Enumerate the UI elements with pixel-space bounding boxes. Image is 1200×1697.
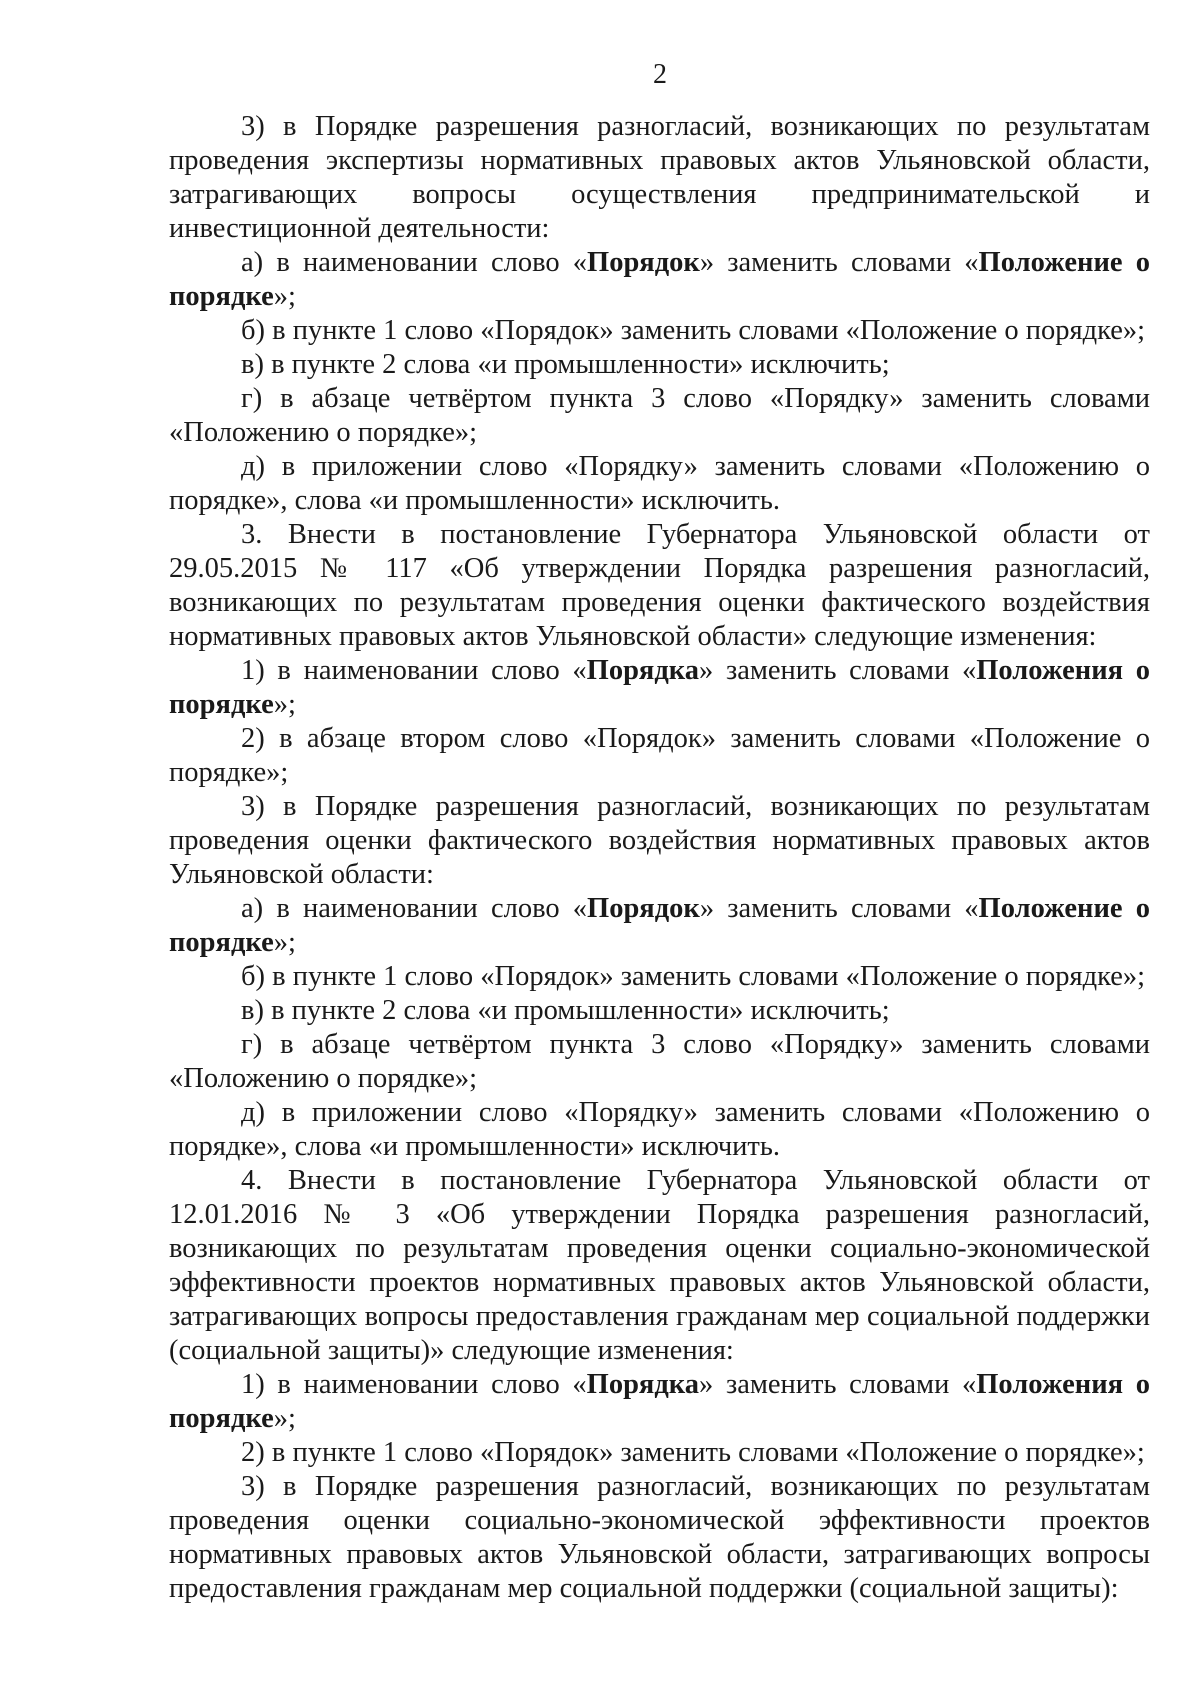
text-segment: »; [273,1403,296,1434]
paragraph [169,348,1150,382]
text-segment: » заменить словами « [699,893,979,924]
text-segment: » заменить словами « [699,1369,977,1400]
paragraph [169,654,1150,722]
text-segment: » заменить словами « [699,655,977,686]
paragraph [169,1436,1150,1470]
text-segment: 3) в Порядке разрешения разногласий, возникающих по результатам проведения экспертизы нормативных правовых актов Ульяновской области, затрагивающих вопросы осуществления предпринимательской и инвестиционной деятельности: [169,111,1150,244]
text-segment: 3) в Порядке разрешения разногласий, возникающих по результатам проведения оценки социально-экономической эффективности проектов нормативных правовых актов Ульяновской области, затрагивающих вопросы предоставления гражданам мер социальной поддержки (социальной защиты): [169,1471,1150,1604]
paragraph [169,1368,1150,1436]
text-segment: 2) в абзаце втором слово «Порядок» заменить словами «Положение о порядке»; [169,723,1150,788]
text-segment: »; [273,927,296,958]
text-segment: а) в наименовании слово « [241,893,588,924]
paragraph [169,960,1150,994]
bold-text-segment: Положение о порядке [169,893,1150,958]
text-segment: б) в пункте 1 слово «Порядок» заменить словами «Положение о порядке»; [241,315,1146,346]
bold-text-segment: Положение о порядке [169,247,1150,312]
paragraph [169,1096,1150,1164]
bold-text-segment: Порядка [586,655,700,686]
text-segment: »; [273,689,296,720]
paragraph [169,1164,1150,1368]
bold-text-segment: Порядок [587,893,700,924]
paragraph [169,246,1150,314]
bold-text-segment: Положения о порядке [169,655,1150,720]
text-segment: » заменить словами « [699,247,979,278]
text-segment: 3. Внести в постановление Губернатора Ульяновской области от 29.05.2015 № 117 «Об утверждении Порядка разрешения разногласий, возникающих по результатам проведения оценки фактического воздействия нормативных правовых актов Ульяновской области» следующие изменения: [169,519,1150,652]
paragraph [169,892,1150,960]
bold-text-segment: Порядка [586,1369,700,1400]
text-segment: б) в пункте 1 слово «Порядок» заменить словами «Положение о порядке»; [241,961,1146,992]
paragraph [169,110,1150,246]
page-number: 2 [653,59,667,90]
text-segment: 2) в пункте 1 слово «Порядок» заменить словами «Положение о порядке»; [241,1437,1145,1468]
paragraph [169,450,1150,518]
text-segment: 4. Внести в постановление Губернатора Ульяновской области от 12.01.2016 № 3 «Об утверждении Порядка разрешения разногласий, возникающих по результатам проведения оценки социально-экономической эффективности проектов нормативных правовых актов Ульяновской области, затрагивающих вопросы предоставления гражданам мер социальной поддержки (социальной защиты)» следующие изменения: [169,1165,1150,1366]
document-body [169,110,1150,1606]
text-segment: г) в абзаце четвёртом пункта 3 слово «Порядку» заменить словами «Положению о порядке»; [169,383,1150,448]
text-segment: 1) в наименовании слово « [241,655,587,686]
text-segment: »; [273,281,296,312]
text-segment: в) в пункте 2 слова «и промышленности» исключить; [241,349,890,380]
text-segment: г) в абзаце четвёртом пункта 3 слово «Порядку» заменить словами «Положению о порядке»; [169,1029,1150,1094]
bold-text-segment: Порядок [587,247,700,278]
text-segment: 3) в Порядке разрешения разногласий, возникающих по результатам проведения оценки фактического воздействия нормативных правовых актов Ульяновской области: [169,791,1150,890]
bold-text-segment: Положения о порядке [169,1369,1150,1434]
text-segment: д) в приложении слово «Порядку» заменить словами «Положению о порядке», слова «и промышленности» исключить. [169,451,1150,516]
text-segment: в) в пункте 2 слова «и промышленности» исключить; [241,995,890,1026]
text-segment: д) в приложении слово «Порядку» заменить словами «Положению о порядке», слова «и промышленности» исключить. [169,1097,1150,1162]
paragraph [169,1028,1150,1096]
text-segment: 1) в наименовании слово « [241,1369,587,1400]
paragraph [169,790,1150,892]
paragraph [169,994,1150,1028]
paragraph [169,382,1150,450]
text-segment: а) в наименовании слово « [241,247,588,278]
paragraph [169,1470,1150,1606]
paragraph [169,518,1150,654]
paragraph [169,722,1150,790]
paragraph [169,314,1150,348]
